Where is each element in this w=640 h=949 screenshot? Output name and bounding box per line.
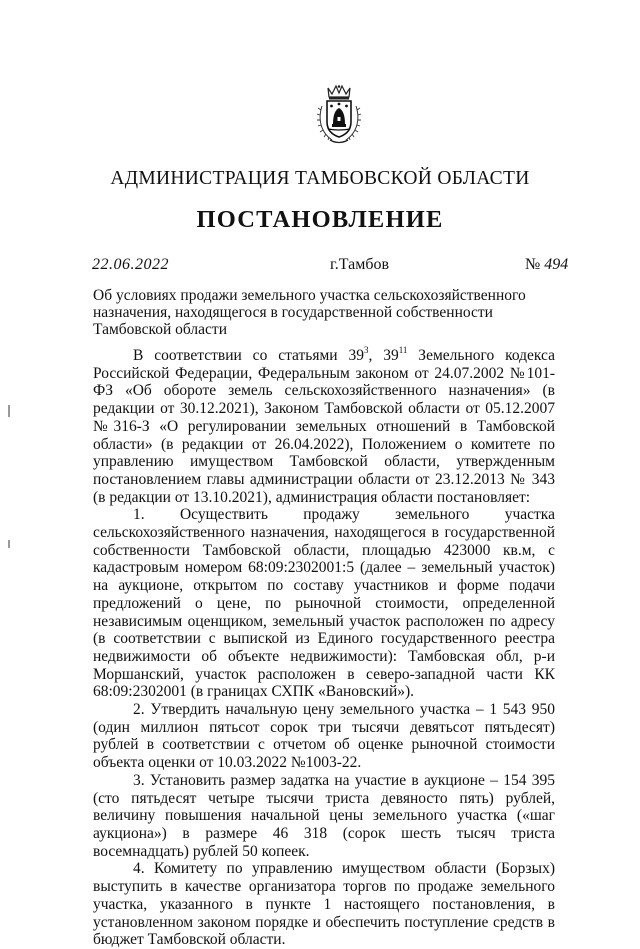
clause-2: 2. Утвердить начальную цену земельного участка – 1 543 950 (один миллион пятьсот сорок три тысячи девятьсот пятьдесят) рублей в соответствии с отчетом об оценке рыночной стоимости объекта оценки от 10.03.2022 №1003-22. <box>93 701 555 772</box>
document-date: 22.06.2022 <box>92 256 169 273</box>
margin-scan-mark <box>8 540 10 548</box>
document-type-title: ПОСТАНОВЛЕНИЕ <box>196 206 444 233</box>
article-superscript: 11 <box>398 344 408 355</box>
document-city: г.Тамбов <box>330 256 390 273</box>
preamble-text: , 39 <box>368 347 399 364</box>
tambov-coat-of-arms-emblem <box>316 84 362 146</box>
number-sign: № <box>525 256 541 273</box>
clause-1: 1. Осуществить продажу земельного участка сельскохозяйственного назначения, находящегося в государственной собственности Тамбовской области, площадью 423000 кв.м, с кадастровым номером 68:09:2302001:5 (далее – земельный участок) на аукционе, открытом по составу участников и форме подачи предложений о цене, по рыночной стоимости, определенной независимым оценщиком, земельный участок расположен по адресу (в соответствии с выпиской из Единого государственного реестра недвижимости об объекте недвижимости): Тамбовская обл, р-и Моршанский, участок расположен в северо-западной части КК 68:09:2302001 (в границах СХПК «Вановский»). <box>93 506 555 701</box>
clause-3: 3. Установить размер задатка на участие в аукционе – 154 395 (сто пятьдесят четыре тысячи триста девяносто пять) рублей, величину повышения начальной цены земельного участка («шаг аукциона») в размере 46 318 (сорок шесть тысяч триста восемнадцать) рублей 50 копеек. <box>93 771 555 860</box>
preamble-text: В соответствии со статьями 39 <box>133 347 364 364</box>
number-value: 494 <box>544 256 569 273</box>
document-subject: Об условиях продажи земельного участка сельскохозяйственного назначения, находящегося в государственной собственности Тамбовской области <box>93 287 526 338</box>
preamble-text: Земельного кодекса Российской Федерации, Федеральным законом от 24.07.2002 №101-ФЗ «Об обороте земель сельскохозяйственного назначения» (в редакции от 30.12.2021), Законом Тамбовской области от 05.12.2007 №316-З «О регулировании земельных отношений в Тамбовской области» (в редакции от 26.04.2022), Положением о комитете по управлению имуществом Тамбовской области, утвержденным постановлением главы администрации области от 23.12.2013 № 343 (в редакции от 13.10.2021), администрация области постановляет: <box>93 347 555 506</box>
margin-scan-mark <box>8 405 10 417</box>
document-number <box>525 256 568 274</box>
clause-4: 4. Комитету по управлению имуществом области (Борзых) выступить в качестве организатора торгов по продаже земельного участка, указанного в пункте 1 настоящего постановления, в установленном законом порядке и обеспечить поступление средств в бюджет Тамбовской области. <box>93 860 555 949</box>
document-body <box>93 344 555 949</box>
article-superscript: 3 <box>363 344 369 355</box>
preamble-paragraph <box>93 344 555 506</box>
agency-name: АДМИНИСТРАЦИЯ ТАМБОВСКОЙ ОБЛАСТИ <box>110 168 530 189</box>
